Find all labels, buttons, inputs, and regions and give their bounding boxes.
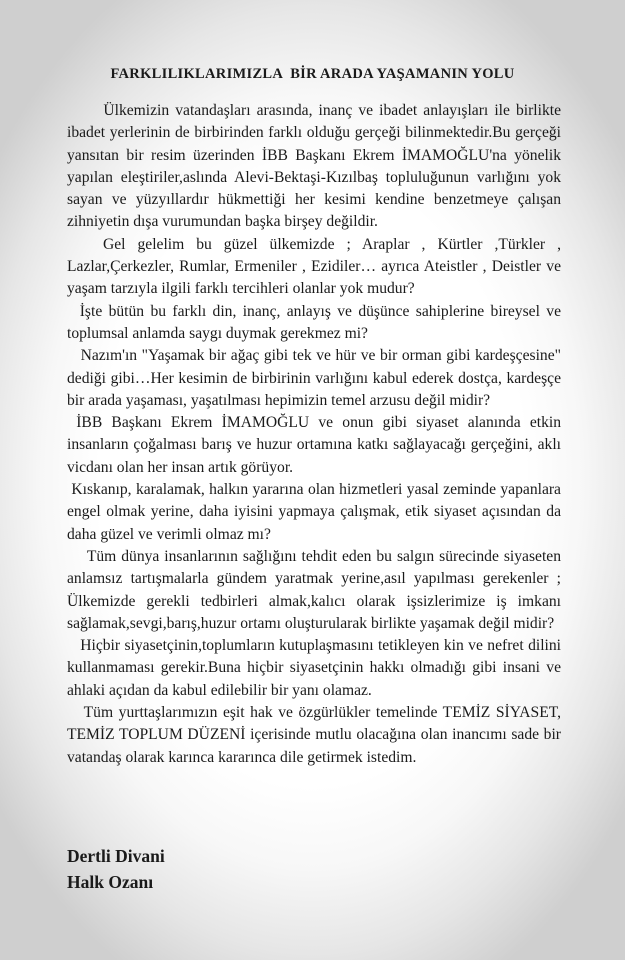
signature-block bbox=[67, 843, 165, 895]
document-title: FARKLILIKLARIMIZLA BİR ARADA YAŞAMANIN YOLU bbox=[110, 66, 515, 82]
paragraph-5: İBB Başkanı Ekrem İMAMOĞLU ve onun gibi siyaset alanında etkin insanların çoğalması barış ve huzur ortamına katkı sağlayacağı gerçeğini, aklı vicdanı olan her insan artık görüyor. bbox=[67, 414, 565, 476]
paragraph-1: Ülkemizin vatandaşları arasında, inanç ve ibadet anlayışları ile birlikte ibadet yerlerinin de birbirinden farklı olduğu gerçeği bilinmektedir.Bu gerçeği yansıtan bir resim üzerinden İBB Başkanı Ekrem İMAMOĞLU'na yönelik yapılan eleştiriler,aslında Alevi-Bektaşi-Kızılbaş topluluğunun varlığını yok sayan ve yüzyıllardır hükmettiği her kesimi kendine benzetmeye çalışan zihniyetin dışa vurumundan başka birşey değildir. bbox=[67, 102, 569, 231]
document-body bbox=[67, 100, 569, 769]
paragraph-9: Tüm yurttaşlarımızın eşit hak ve özgürlükler temelinde TEMİZ SİYASET, TEMİZ TOPLUM DÜZENİ içerisinde mutlu olacağına olan inancımı sade bir vatandaş olarak karınca kararınca dile getirmek istedim. bbox=[67, 704, 565, 766]
paragraph-2: Gel gelelim bu güzel ülkemizde ; Araplar , Kürtler ,Türkler , Lazlar,Çerkezler, Rumlar, Ermeniler , Ezidiler… ayrıca Ateistler , Deistler ve yaşam tarzıyla ilgili farklı tercihleri olanlar yok mudur? bbox=[67, 235, 565, 298]
paragraph-8: Hiçbir siyasetçinin,toplumların kutuplaşmasını tetikleyen kin ve nefret dilini kullanmaması gerekir.Buna hiçbir siyasetçinin hakkı olmadığı gibi insani ve ahlaki açıdan da kabul edilebilir bir yanı olamaz. bbox=[67, 637, 565, 699]
signature-title: Halk Ozanı bbox=[67, 872, 154, 892]
signature-name: Dertli Divani bbox=[67, 846, 165, 866]
paragraph-6: Kıskanıp, karalamak, halkın yararına olan hizmetleri yasal zeminde yapanlara engel olmak yerine, daha iyisini yapmaya çalışmak, etik siyaset açısından da daha güzel ve verimli olmaz mı? bbox=[67, 481, 565, 543]
paragraph-4: Nazım'ın "Yaşamak bir ağaç gibi tek ve hür ve bir orman gibi kardeşçesine" dediği gibi…Her kesimin de birbirinin varlığını kabul ederek dostça, kardeşçe bir arada yaşaması, yaşatılması hepimizin temel arzusu değil midir? bbox=[67, 347, 565, 409]
paragraph-7: Tüm dünya insanlarının sağlığını tehdit eden bu salgın sürecinde siyaseten anlamsız tartışmalarla gündem yaratmak yerine,asıl yapılması gerekenler ; Ülkemizde gerekli tedbirleri almak,kalıcı olarak işsizlerimize iş imkanı sağlamak,sevgi,barış,huzur ortamı oluşturularak birlikte yaşamak değil midir? bbox=[67, 547, 569, 632]
paragraph-3: İşte bütün bu farklı din, inanç, anlayış ve düşünce sahiplerine bireysel ve toplumsal anlamda saygı duymak gerekmez mi? bbox=[67, 302, 565, 342]
